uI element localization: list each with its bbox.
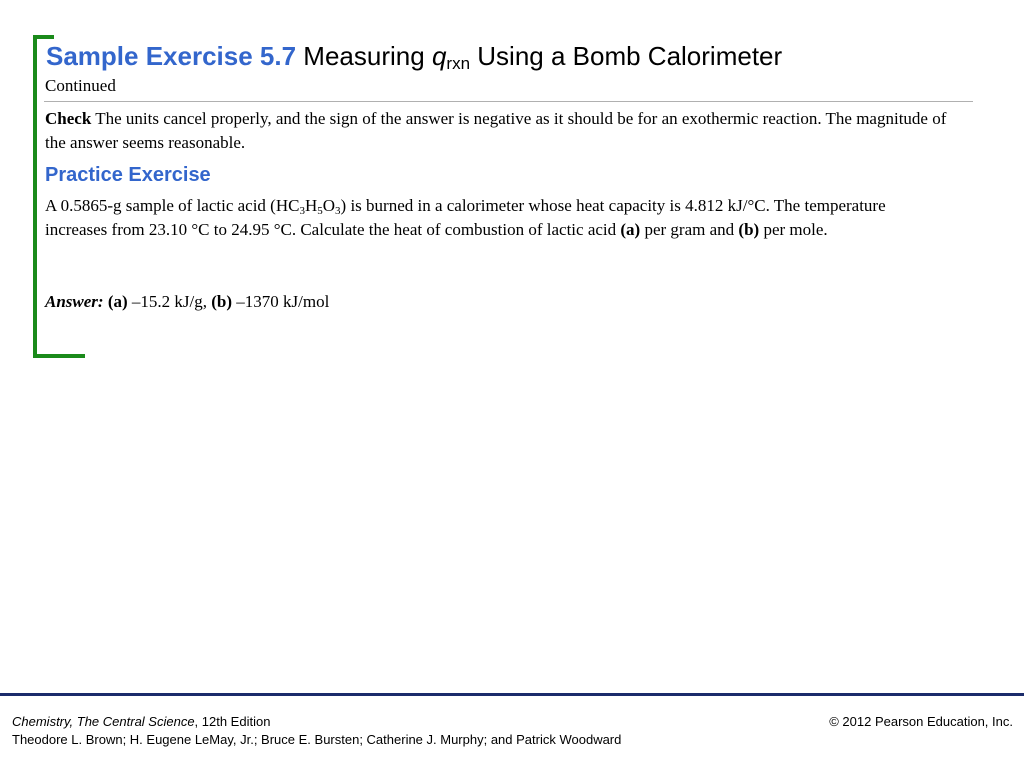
footer-rule (0, 693, 1024, 696)
exercise-text-6: per mole. (763, 220, 828, 239)
title-q-subscript: rxn (446, 54, 471, 73)
check-paragraph (45, 107, 970, 155)
check-label: Check (45, 109, 92, 128)
exercise-part-b: (b) (738, 220, 760, 239)
exercise-sub-3: 3 (335, 205, 341, 217)
bracket-top (33, 35, 54, 39)
footer-authors: Theodore L. Brown; H. Eugene LeMay, Jr.; Bruce E. Bursten; Catherine J. Murphy; and Patrick Woodward (12, 732, 622, 747)
title-rest: Using a Bomb Calorimeter (477, 41, 783, 71)
exercise-text-3: O (322, 196, 336, 215)
exercise-part-a: (a) (620, 220, 641, 239)
answer-a-value: –15.2 kJ/g, (131, 292, 207, 311)
footer-copyright: © 2012 Pearson Education, Inc. (829, 714, 1013, 729)
check-text: The units cancel properly, and the sign of the answer is negative as it should be for an exothermic reaction. The magnitude of the answer seems reasonable. (45, 109, 947, 152)
title-measuring: Measuring (303, 41, 425, 71)
exercise-paragraph (45, 194, 945, 242)
exercise-text-4: ) is burned in a calorimeter whose heat capacity is 4.812 kJ/°C. The temperature increases from 23.10 °C to 24.95 °C. Calculate the heat of combustion of lactic acid (45, 196, 886, 239)
footer-book (12, 713, 270, 730)
answer-b-value: –1370 kJ/mol (236, 292, 330, 311)
exercise-text-2: H (304, 196, 318, 215)
slide-title (46, 40, 782, 72)
answer-label: Answer: (45, 292, 104, 311)
exercise-text-1: A 0.5865-g sample of lactic acid (HC (45, 196, 300, 215)
exercise-sub-2: 5 (317, 205, 323, 217)
title-label: Sample Exercise 5.7 (46, 41, 297, 71)
continued-label: Continued (45, 76, 116, 95)
answer-b-label: (b) (211, 292, 233, 311)
bracket-vertical (33, 35, 37, 358)
bracket-bottom (33, 354, 85, 358)
exercise-sub-1: 3 (299, 205, 305, 217)
exercise-text-5: per gram and (644, 220, 735, 239)
divider (44, 101, 973, 102)
answer-a-label: (a) (107, 292, 128, 311)
footer-edition: , 12th Edition (194, 714, 271, 729)
footer-book-title: Chemistry, The Central Science (12, 714, 195, 729)
practice-heading: Practice Exercise (45, 164, 211, 186)
title-q: q (431, 41, 447, 71)
answer-line (45, 290, 970, 314)
